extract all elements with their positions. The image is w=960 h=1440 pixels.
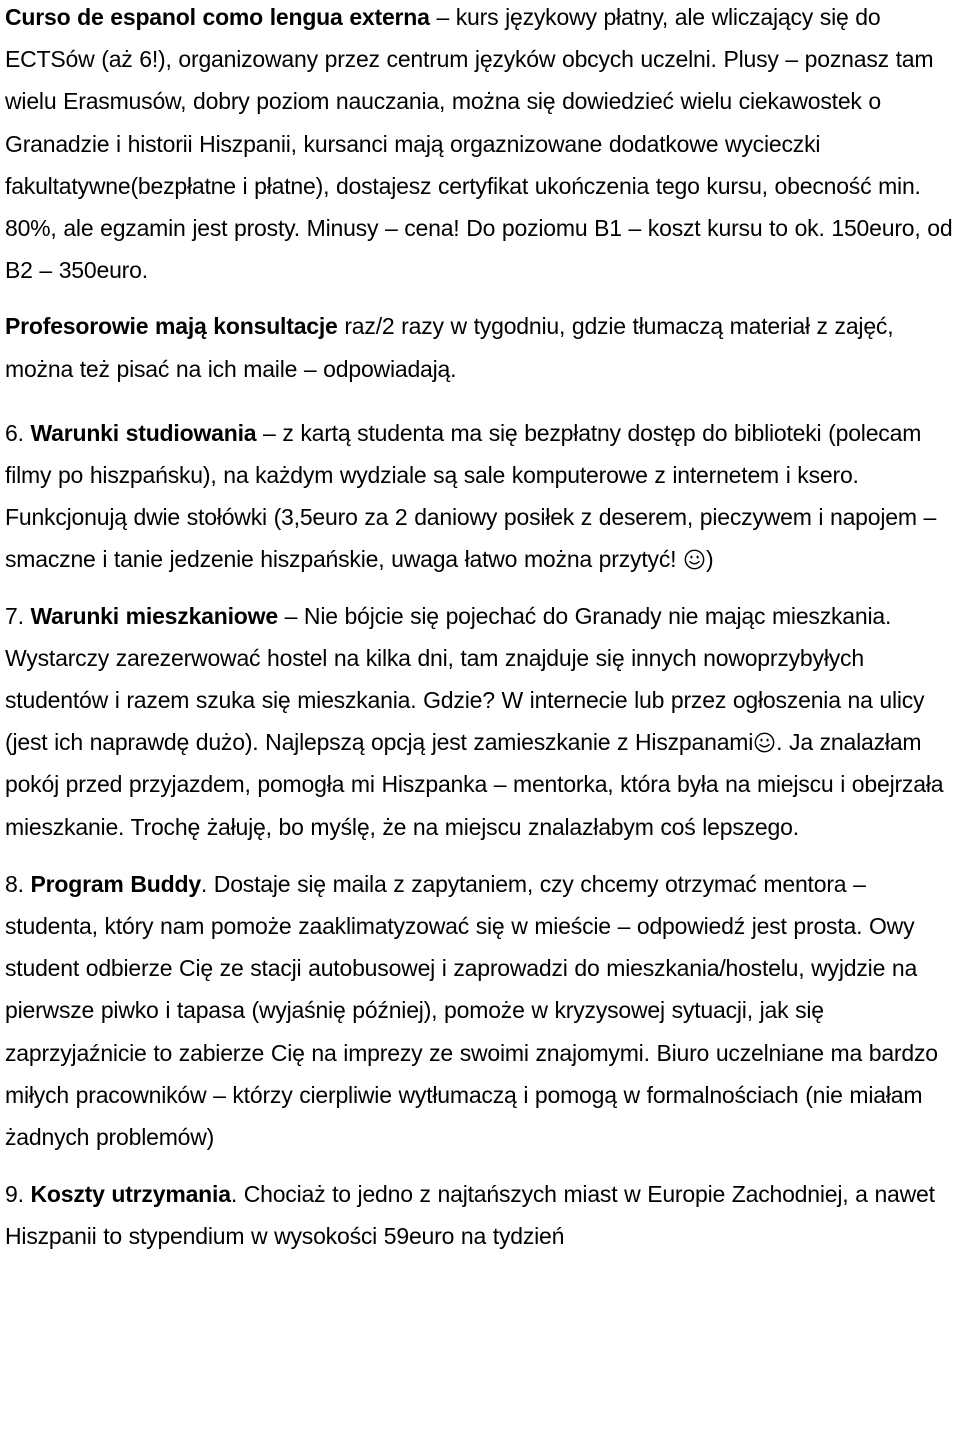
smiley-face-icon [684, 549, 705, 570]
paragraph-study-conditions [5, 412, 955, 581]
buddy-program-text: . Dostaje się maila z zapytaniem, czy chcemy otrzymać mentora – studenta, który nam pomoże zaaklimatyzować się w mieście – odpowiedź jest prosta. Owy student odbierze Cię ze stacji autobusowej i zaprowadzi do mieszkania/hostelu, wyjdzie na pierwsze piwko i tapasa (wyjaśnię później), pomoże w kryzysowej sytuacji, jak się zaprzyjaźnicie to zabierze Cię na imprezy ze swoimi znajomymi. Biuro uczelniane ma bardzo miłych pracowników – którzy cierpliwie wytłumaczą i pomogą w formalnościach (nie miałam żadnych problemów) [5, 870, 938, 1151]
paragraph-consultations [5, 305, 955, 389]
living-costs-text: . Chociaż to jedno z najtańszych miast w Europie Zachodniej, a nawet Hiszpanii to stypendium w wysokości 59euro na tydzień [5, 1181, 935, 1250]
heading-housing: Warunki mieszkaniowe [30, 602, 278, 629]
section-number: 9. [5, 1181, 31, 1208]
paragraph-housing [5, 595, 955, 848]
paragraph-living-costs [5, 1173, 955, 1257]
paragraph-buddy-program [5, 863, 955, 1158]
paragraph-spanish-course [5, 0, 955, 291]
heading-living-costs: Koszty utrzymania [30, 1181, 231, 1208]
housing-text-end: . Ja znalazłam pokój przed przyjazdem, pomogła mi Hiszpanka – mentorka, która była na miejscu i obejrzała mieszkanie. Trochę żałuję, bo myślę, że na miejscu znalazłabym coś lepszego. [5, 729, 944, 840]
study-conditions-text: – z kartą studenta ma się bezpłatny dostęp do biblioteki (polecam filmy po hiszpańsku), na każdym wydziale są sale komputerowe z internetem i ksero. Funkcjonują dwie stołówki (3,5euro za 2 daniowy posiłek z deserem, pieczywem i napojem – smaczne i tanie jedzenie hiszpańskie, uwaga łatwo można przytyć! [5, 419, 937, 573]
spanish-course-text: – kurs językowy płatny, ale wliczający się do ECTSów (aż 6!), organizowany przez centrum języków obcych uczelni. Plusy – poznasz tam wielu Erasmusów, dobry poziom nauczania, można się dowiedzieć wielu ciekawostek o Granadzie i historii Hiszpanii, kursanci mają orgaznizowane dodatkowe wycieczki fakultatywne(bezpłatne i płatne), dostajesz certyfikat ukończenia tego kursu, obecność min. 80%, ale egzamin jest prosty. Minusy – cena! Do poziomu B1 – koszt kursu to ok. 150euro, od B2 – 350euro. [5, 4, 953, 284]
section-number: 8. [5, 870, 31, 897]
heading-study-conditions: Warunki studiowania [30, 419, 257, 446]
heading-buddy-program: Program Buddy [30, 870, 201, 897]
consultations-text: raz/2 razy w tygodniu, gdzie tłumaczą materiał z zajęć, można też pisać na ich maile – odpowiadają. [5, 313, 894, 382]
section-number: 7. [5, 602, 31, 629]
section-number: 6. [5, 419, 31, 446]
smiley-face-icon [754, 732, 775, 753]
housing-text: – Nie bójcie się pojechać do Granady nie mając mieszkania. Wystarczy zarezerwować hostel na kilka dni, tam znajduje się innych nowoprzybyłych studentów i razem szuka się mieszkania. Gdzie? W internecie lub przez ogłoszenia na ulicy (jest ich naprawdę dużo). Najlepszą opcją jest zamieszkanie z Hiszpanami [5, 602, 925, 756]
document-page [5, 0, 955, 1258]
study-conditions-text-end: ) [706, 546, 714, 573]
heading-consultations: Profesorowie mają konsultacje [5, 313, 338, 340]
heading-spanish-course: Curso de espanol como lengua externa [5, 4, 430, 30]
